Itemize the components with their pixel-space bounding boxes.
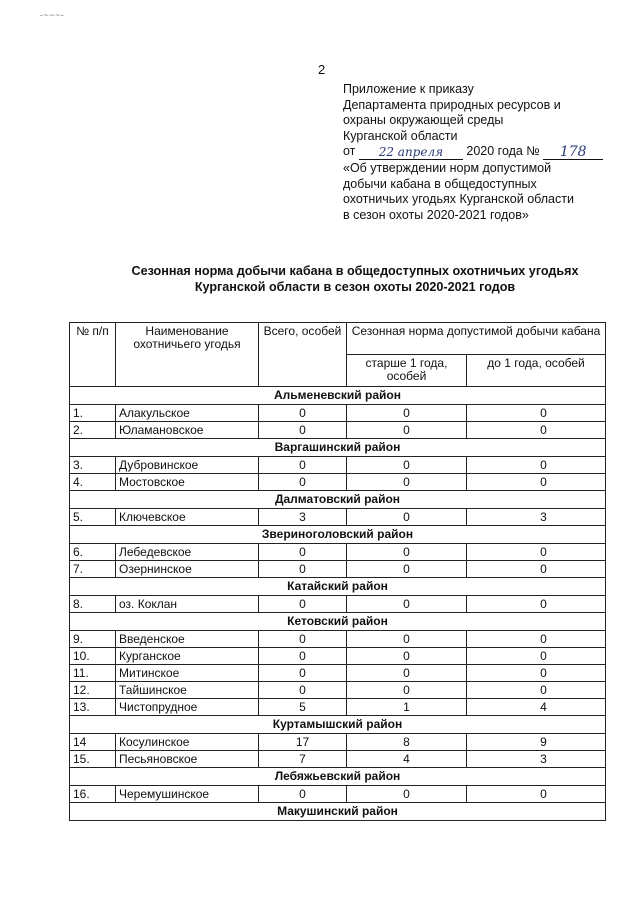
row-number: 11.	[70, 665, 116, 682]
table-row	[70, 734, 606, 751]
table-row	[70, 631, 606, 648]
region-name: Кетовский район	[70, 613, 606, 631]
table-row	[70, 786, 606, 803]
hunting-ground-name: оз. Коклан	[116, 596, 259, 613]
header-norm-group: Сезонная норма допустимой добычи кабана	[347, 323, 606, 355]
total-count: 0	[259, 457, 347, 474]
appendix-line: Курганской области	[343, 128, 458, 143]
row-number: 1.	[70, 405, 116, 422]
table-row	[70, 509, 606, 526]
row-number: 16.	[70, 786, 116, 803]
hunting-ground-name: Алакульское	[116, 405, 259, 422]
table-row	[70, 422, 606, 439]
date-prefix: от	[343, 144, 356, 158]
table-row	[70, 544, 606, 561]
older-count: 0	[347, 786, 467, 803]
total-count: 0	[259, 422, 347, 439]
table-row	[70, 561, 606, 578]
row-number: 14	[70, 734, 116, 751]
total-count: 0	[259, 648, 347, 665]
region-row	[70, 578, 606, 596]
document-title	[100, 263, 610, 295]
subject-line: «Об утверждении норм допустимой	[343, 161, 552, 175]
younger-count: 0	[467, 786, 606, 803]
row-number: 8.	[70, 596, 116, 613]
table-row	[70, 474, 606, 491]
region-name: Куртамышский район	[70, 716, 606, 734]
region-row	[70, 803, 606, 821]
younger-count: 3	[467, 509, 606, 526]
total-count: 3	[259, 509, 347, 526]
hunting-norms-table	[69, 322, 606, 821]
subject-line: добычи кабана в общедоступных	[343, 176, 537, 191]
hunting-ground-name: Ключевское	[116, 509, 259, 526]
title-line: Сезонная норма добычи кабана в общедоступных охотничьих угодьях	[131, 264, 579, 278]
older-count: 0	[347, 682, 467, 699]
total-count: 0	[259, 544, 347, 561]
date-suffix: 2020 года №	[466, 144, 540, 158]
region-row	[70, 526, 606, 544]
header-num: № п/п	[70, 323, 116, 387]
table-row	[70, 751, 606, 768]
older-count: 0	[347, 544, 467, 561]
older-count: 0	[347, 509, 467, 526]
hunting-ground-name: Юламановское	[116, 422, 259, 439]
younger-count: 4	[467, 699, 606, 716]
older-count: 1	[347, 699, 467, 716]
region-row	[70, 613, 606, 631]
total-count: 0	[259, 631, 347, 648]
page-number: 2	[318, 62, 326, 77]
younger-count: 0	[467, 596, 606, 613]
hunting-ground-name: Курганское	[116, 648, 259, 665]
subject-line: в сезон охоты 2020-2021 годов»	[343, 207, 529, 222]
title-line: Курганской области в сезон охоты 2020-2021 годов	[194, 280, 516, 294]
appendix-line: охраны окружающей среды	[343, 113, 504, 127]
total-count: 7	[259, 751, 347, 768]
row-number: 10.	[70, 648, 116, 665]
younger-count: 0	[467, 665, 606, 682]
table-body	[70, 387, 606, 821]
header-younger: до 1 года, особей	[467, 355, 606, 387]
row-number: 2.	[70, 422, 116, 439]
table-row	[70, 596, 606, 613]
hunting-ground-name: Чистопрудное	[116, 699, 259, 716]
total-count: 0	[259, 786, 347, 803]
scan-artifact: - ~ ~ ~ -	[40, 10, 63, 20]
region-name: Макушинский район	[70, 803, 606, 821]
header-name: Наименование охотничьего угодья	[116, 323, 259, 387]
younger-count: 0	[467, 422, 606, 439]
region-row	[70, 491, 606, 509]
total-count: 0	[259, 665, 347, 682]
total-count: 17	[259, 734, 347, 751]
table-row	[70, 699, 606, 716]
hunting-ground-name: Тайшинское	[116, 682, 259, 699]
hunting-ground-name: Лебедевское	[116, 544, 259, 561]
younger-count: 0	[467, 561, 606, 578]
total-count: 0	[259, 405, 347, 422]
row-number: 15.	[70, 751, 116, 768]
table-row	[70, 405, 606, 422]
table-row	[70, 457, 606, 474]
older-count: 0	[347, 665, 467, 682]
older-count: 0	[347, 648, 467, 665]
older-count: 0	[347, 457, 467, 474]
appendix-block	[343, 82, 613, 223]
younger-count: 0	[467, 631, 606, 648]
region-name: Варгашинский район	[70, 439, 606, 457]
region-name: Лебяжьевский район	[70, 768, 606, 786]
total-count: 0	[259, 596, 347, 613]
region-row	[70, 387, 606, 405]
hunting-ground-name: Мостовское	[116, 474, 259, 491]
hunting-ground-name: Митинское	[116, 665, 259, 682]
younger-count: 9	[467, 734, 606, 751]
older-count: 0	[347, 596, 467, 613]
row-number: 7.	[70, 561, 116, 578]
header-total: Всего, особей	[259, 323, 347, 387]
subject-line: охотничьих угодьях Курганской области	[343, 192, 574, 206]
older-count: 0	[347, 474, 467, 491]
younger-count: 3	[467, 751, 606, 768]
handwritten-date: 22 апреля	[359, 145, 463, 160]
region-name: Альменевский район	[70, 387, 606, 405]
region-name: Далматовский район	[70, 491, 606, 509]
total-count: 0	[259, 561, 347, 578]
hunting-ground-name: Дубровинское	[116, 457, 259, 474]
header-older: старше 1 года, особей	[347, 355, 467, 387]
table-row	[70, 665, 606, 682]
appendix-line: Департамента природных ресурсов и	[343, 97, 561, 112]
row-number: 9.	[70, 631, 116, 648]
region-row	[70, 439, 606, 457]
region-name: Катайский район	[70, 578, 606, 596]
total-count: 5	[259, 699, 347, 716]
hunting-ground-name: Песьяновское	[116, 751, 259, 768]
region-name: Звериноголовский район	[70, 526, 606, 544]
region-row	[70, 716, 606, 734]
total-count: 0	[259, 474, 347, 491]
hunting-ground-name: Косулинское	[116, 734, 259, 751]
older-count: 8	[347, 734, 467, 751]
table-row	[70, 648, 606, 665]
row-number: 6.	[70, 544, 116, 561]
hunting-ground-name: Введенское	[116, 631, 259, 648]
appendix-line: Приложение к приказу	[343, 82, 474, 96]
total-count: 0	[259, 682, 347, 699]
row-number: 12.	[70, 682, 116, 699]
younger-count: 0	[467, 474, 606, 491]
row-number: 5.	[70, 509, 116, 526]
older-count: 0	[347, 631, 467, 648]
hunting-ground-name: Озернинское	[116, 561, 259, 578]
handwritten-order-number: 178	[543, 145, 603, 160]
order-date-line	[343, 144, 613, 161]
younger-count: 0	[467, 405, 606, 422]
younger-count: 0	[467, 544, 606, 561]
younger-count: 0	[467, 648, 606, 665]
hunting-ground-name: Черемушинское	[116, 786, 259, 803]
younger-count: 0	[467, 682, 606, 699]
older-count: 0	[347, 405, 467, 422]
younger-count: 0	[467, 457, 606, 474]
row-number: 13.	[70, 699, 116, 716]
older-count: 0	[347, 561, 467, 578]
row-number: 4.	[70, 474, 116, 491]
older-count: 4	[347, 751, 467, 768]
row-number: 3.	[70, 457, 116, 474]
older-count: 0	[347, 422, 467, 439]
region-row	[70, 768, 606, 786]
table-row	[70, 682, 606, 699]
